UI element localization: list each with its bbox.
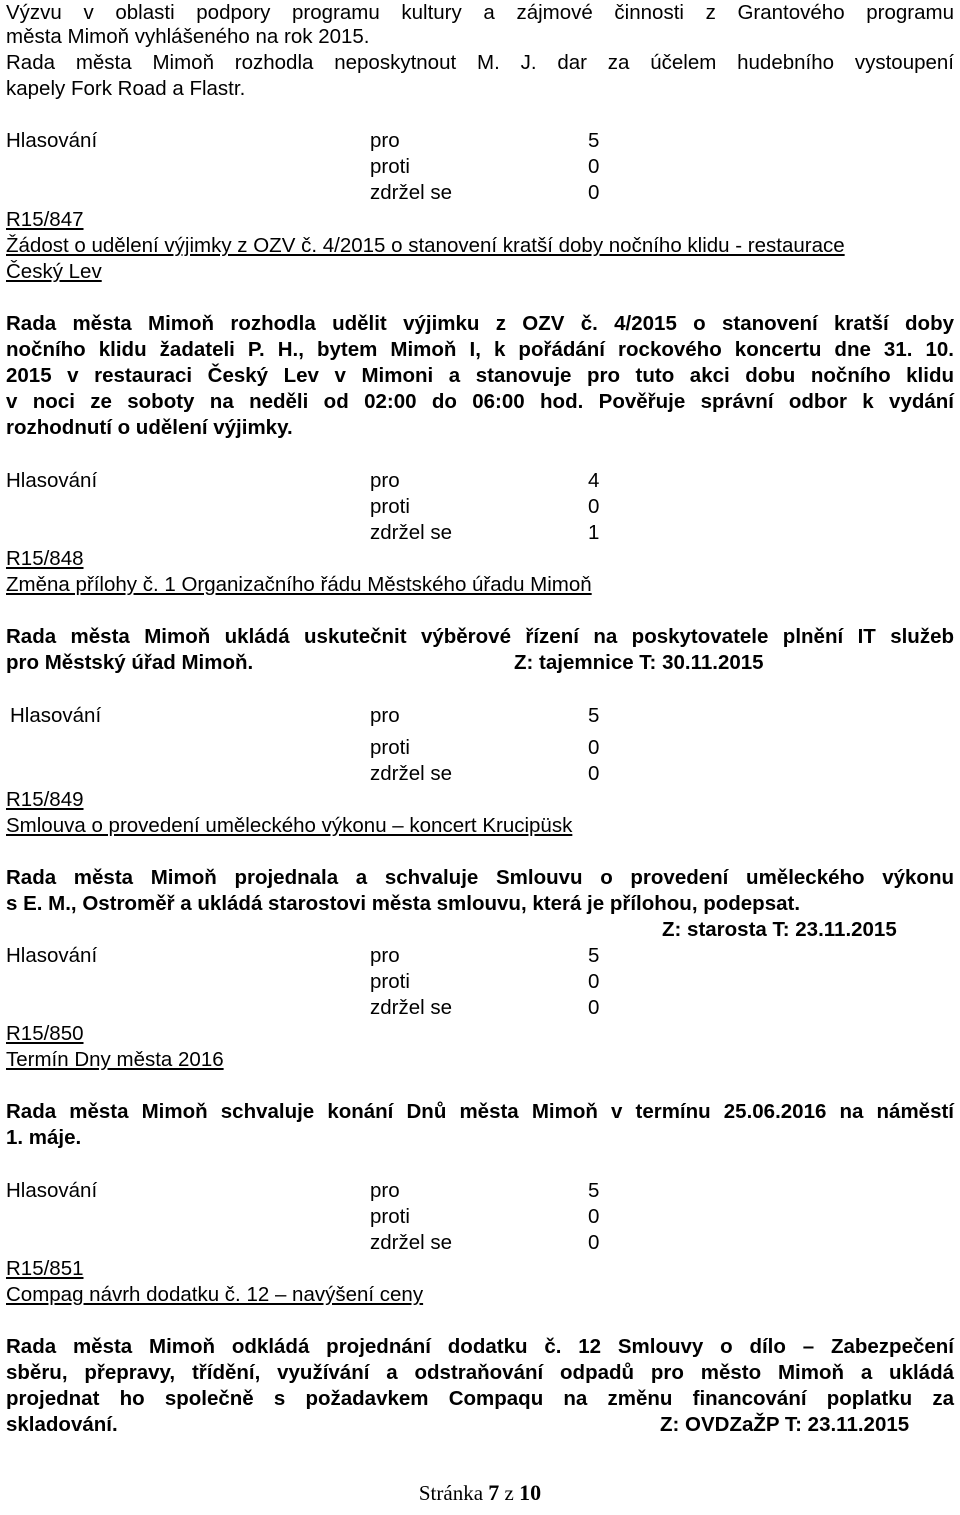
vote-label: Hlasování bbox=[6, 129, 98, 152]
resolution-text: Rada města Mimoň odkládá projednání dodatku č. 12 Smlouvy o dílo – Zabezpečení bbox=[6, 1335, 954, 1358]
vote-zdrzel-count: 0 bbox=[588, 996, 600, 1019]
resolution-text: pro Městský úřad Mimoň. bbox=[6, 651, 254, 674]
intro-line-4: kapely Fork Road a Flastr. bbox=[6, 77, 246, 100]
intro-line-2: města Mimoň vyhlášeného na rok 2015. bbox=[6, 25, 370, 48]
vote-pro-label: pro bbox=[370, 944, 400, 967]
resolution-text: s E. M., Ostroměř a ukládá starostovi města smlouvu, která je přílohou, podepsat. bbox=[6, 892, 801, 915]
vote-proti-count: 0 bbox=[588, 495, 600, 518]
resolution-subject: Termín Dny města 2016 bbox=[6, 1048, 224, 1071]
vote-zdrzel-label: zdržel se bbox=[370, 1231, 453, 1254]
vote-proti-label: proti bbox=[370, 155, 410, 178]
vote-pro-label: pro bbox=[370, 129, 400, 152]
vote-pro-label: pro bbox=[370, 1179, 400, 1202]
footer-of: z bbox=[504, 1481, 514, 1505]
intro-line-1: Výzvu v oblasti podpory programu kultury a zájmové činnosti z Grantového programu bbox=[6, 1, 954, 24]
resolution-text: nočního klidu žadateli P. H., bytem Mimoň I, k pořádání rockového koncertu dne 31. 10. bbox=[6, 338, 954, 361]
vote-zdrzel-count: 0 bbox=[588, 762, 600, 785]
vote-pro-count: 4 bbox=[588, 469, 600, 492]
vote-label: Hlasování bbox=[6, 469, 98, 492]
resolution-text: Rada města Mimoň projednala a schvaluje Smlouvu o provedení uměleckého výkonu bbox=[6, 866, 954, 889]
resolution-deadline: Z: tajemnice T: 30.11.2015 bbox=[514, 651, 764, 674]
resolution-subject: Žádost o udělení výjimky z OZV č. 4/2015 o stanovení kratší doby nočního klidu - restaurace bbox=[6, 234, 845, 257]
vote-zdrzel-count: 1 bbox=[588, 521, 600, 544]
vote-zdrzel-label: zdržel se bbox=[370, 996, 453, 1019]
resolution-text: skladování. bbox=[6, 1413, 118, 1436]
footer-page-total: 10 bbox=[519, 1480, 542, 1505]
resolution-text: Rada města Mimoň rozhodla udělit výjimku z OZV č. 4/2015 o stanovení kratší doby bbox=[6, 312, 954, 335]
vote-pro-label: pro bbox=[370, 704, 400, 727]
vote-proti-count: 0 bbox=[588, 1205, 600, 1228]
vote-zdrzel-label: zdržel se bbox=[370, 762, 453, 785]
intro-line-3: Rada města Mimoň rozhodla neposkytnout M. J. dar za účelem hudebního vystoupení bbox=[6, 51, 954, 74]
resolution-number: R15/850 bbox=[6, 1022, 84, 1045]
vote-proti-label: proti bbox=[370, 495, 410, 518]
vote-zdrzel-label: zdržel se bbox=[370, 181, 453, 204]
resolution-subject: Smlouva o provedení uměleckého výkonu – koncert Krucipüsk bbox=[6, 814, 573, 837]
vote-proti-count: 0 bbox=[588, 155, 600, 178]
resolution-text: sběru, přepravy, třídění, využívání a odstraňování odpadů pro město Mimoň a ukládá bbox=[6, 1361, 954, 1384]
vote-zdrzel-count: 0 bbox=[588, 1231, 600, 1254]
vote-proti-count: 0 bbox=[588, 970, 600, 993]
resolution-text: rozhodnutí o udělení výjimky. bbox=[6, 416, 293, 439]
vote-proti-label: proti bbox=[370, 1205, 410, 1228]
vote-label: Hlasování bbox=[6, 1179, 98, 1202]
resolution-text: v noci ze soboty na neděli od 02:00 do 06:00 hod. Pověřuje správní odbor k vydání bbox=[6, 390, 954, 413]
resolution-number: R15/849 bbox=[6, 788, 84, 811]
resolution-number: R15/848 bbox=[6, 547, 84, 570]
resolution-subject: Změna přílohy č. 1 Organizačního řádu Městského úřadu Mimoň bbox=[6, 573, 592, 596]
resolution-text: 1. máje. bbox=[6, 1126, 82, 1149]
vote-pro-count: 5 bbox=[588, 944, 600, 967]
footer-page-number: 7 bbox=[488, 1480, 500, 1505]
resolution-subject: Compag návrh dodatku č. 12 – navýšení ceny bbox=[6, 1283, 424, 1306]
vote-zdrzel-label: zdržel se bbox=[370, 521, 453, 544]
resolution-number: R15/847 bbox=[6, 208, 84, 231]
resolution-deadline: Z: starosta T: 23.11.2015 bbox=[662, 918, 897, 941]
page-footer bbox=[0, 1480, 960, 1506]
resolution-text: projednat ho společně s požadavkem Compaqu na změnu financování poplatku za bbox=[6, 1387, 954, 1410]
resolution-text: 2015 v restauraci Český Lev v Mimoni a stanovuje pro tuto akci dobu nočního klidu bbox=[6, 364, 954, 387]
vote-pro-label: pro bbox=[370, 469, 400, 492]
resolution-subject: Český Lev bbox=[6, 260, 102, 283]
resolution-deadline: Z: OVDZaŽP T: 23.11.2015 bbox=[660, 1413, 910, 1436]
footer-prefix: Stránka bbox=[418, 1481, 484, 1505]
vote-label: Hlasování bbox=[6, 944, 98, 967]
vote-pro-count: 5 bbox=[588, 1179, 600, 1202]
vote-proti-label: proti bbox=[370, 970, 410, 993]
vote-proti-count: 0 bbox=[588, 736, 600, 759]
vote-zdrzel-count: 0 bbox=[588, 181, 600, 204]
vote-pro-count: 5 bbox=[588, 129, 600, 152]
vote-pro-count: 5 bbox=[588, 704, 600, 727]
vote-proti-label: proti bbox=[370, 736, 410, 759]
resolution-number: R15/851 bbox=[6, 1257, 84, 1280]
resolution-text: Rada města Mimoň schvaluje konání Dnů města Mimoň v termínu 25.06.2016 na náměstí bbox=[6, 1100, 954, 1123]
vote-label: Hlasování bbox=[10, 704, 102, 727]
resolution-text: Rada města Mimoň ukládá uskutečnit výběrové řízení na poskytovatele plnění IT služeb bbox=[6, 625, 954, 648]
